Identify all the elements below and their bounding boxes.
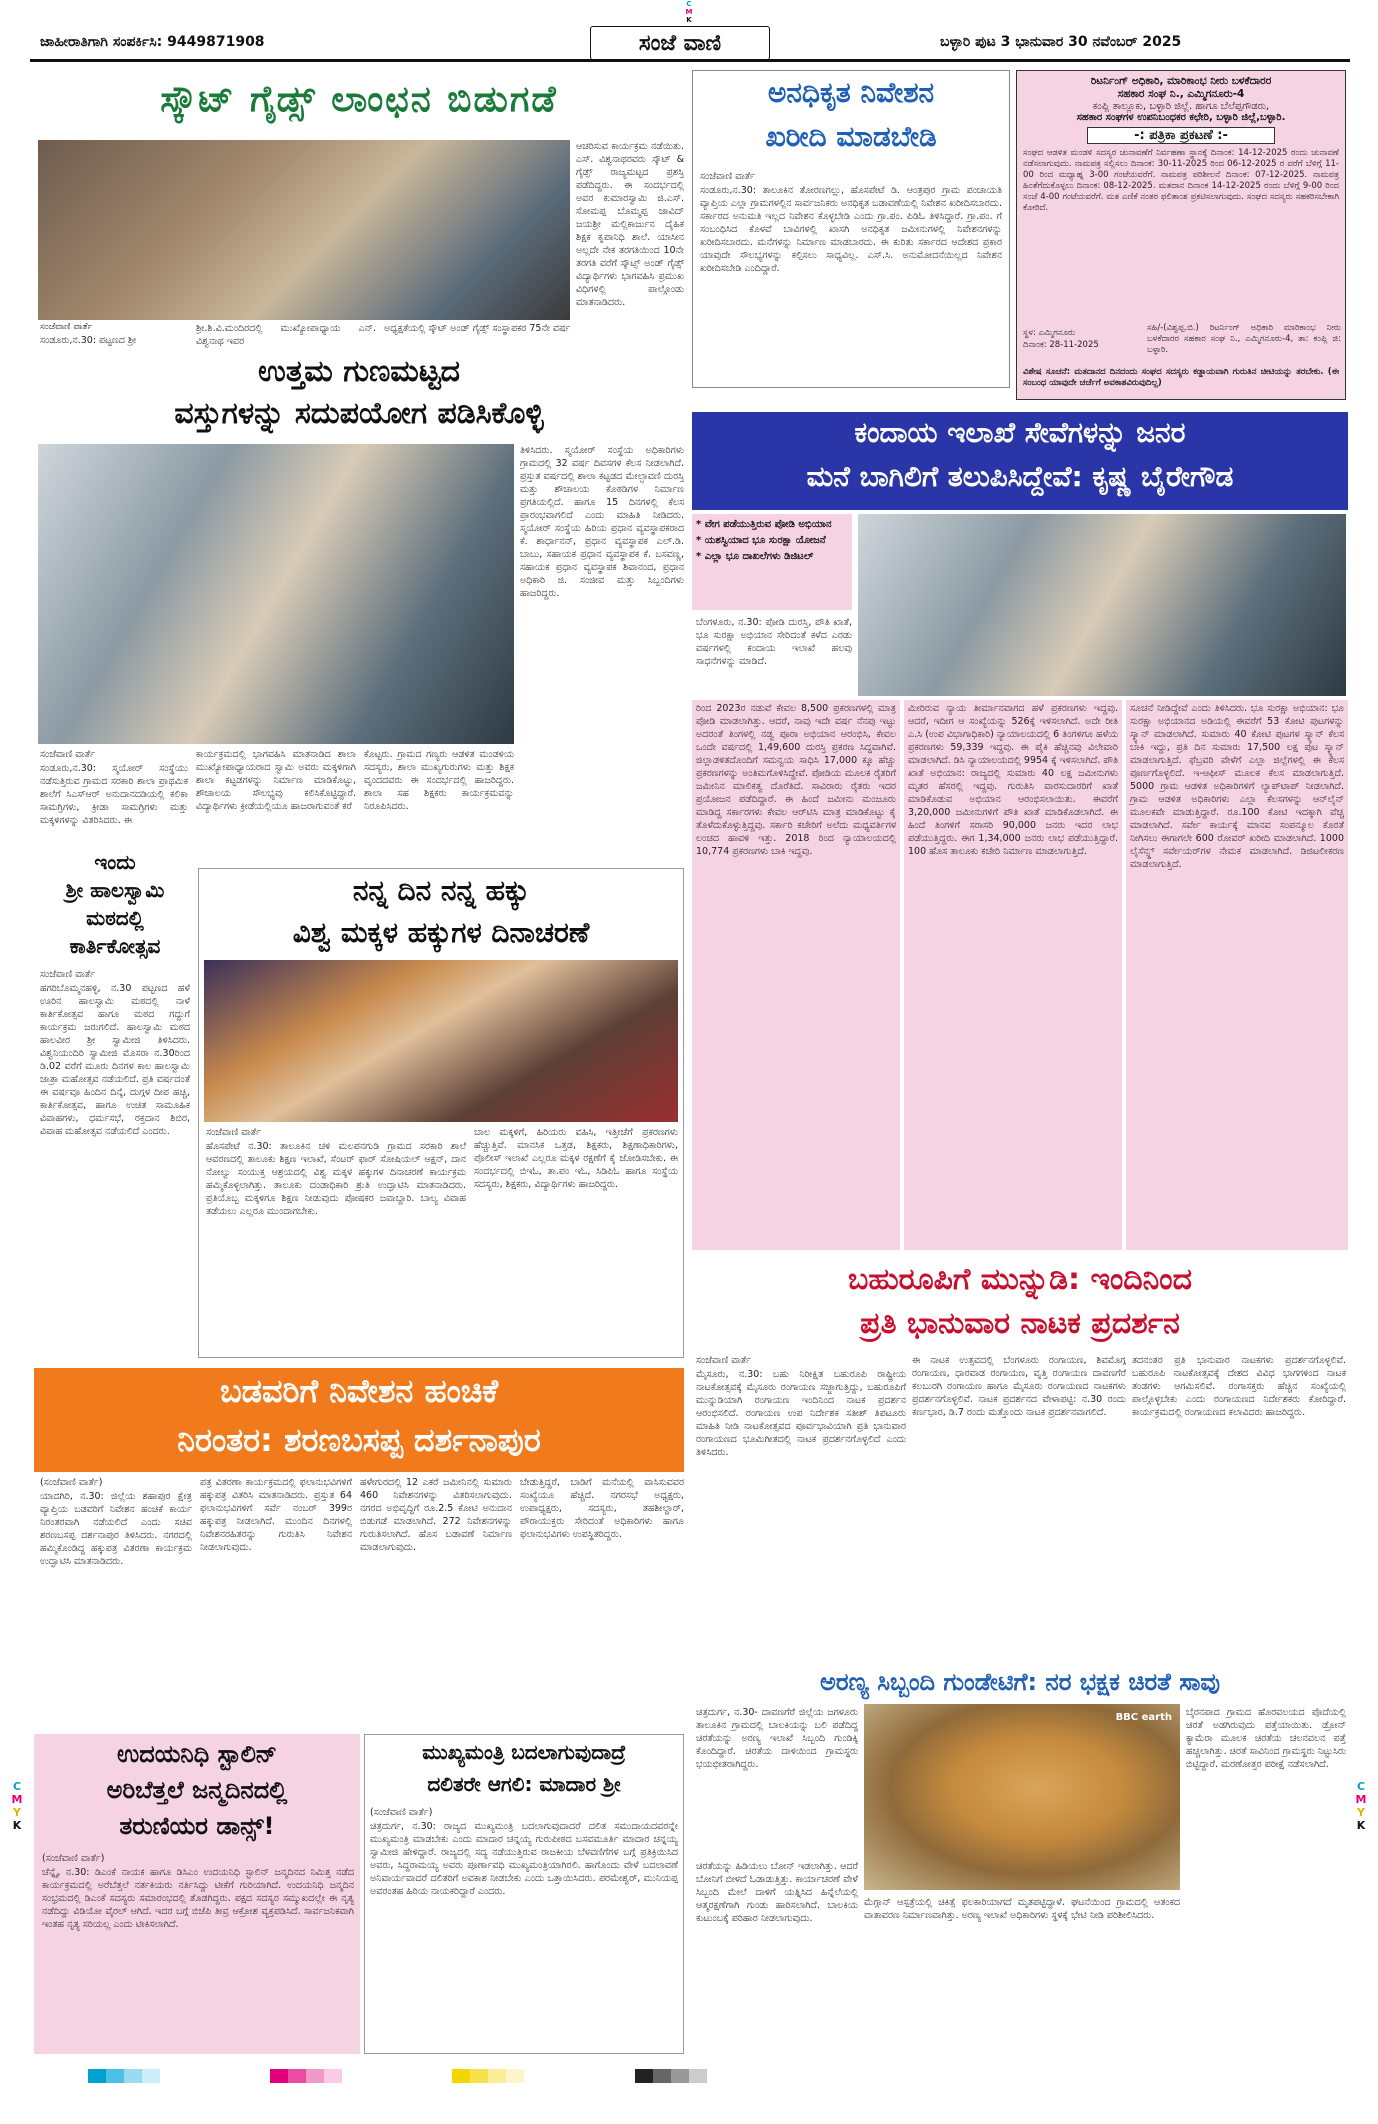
quality-photo xyxy=(38,444,514,744)
notice-signature: ಸಹಿ/-(ವಿಶ್ವಪ್ಪ.ಬಿ.) ರಿಟರ್ನಿಂಗ್ ಅಧಿಕಾರಿ ಮಾರಿಕಾಂಭ ನೀರು ಬಳಕೆದಾರರ ಸಹಕಾರ ಸಂಘ ನಿ., ಎಮ್ಮಿಗನೂರು-4, ತಾ: ಕಂಪ್ಲಿ ಜಿ: ಬಳ್ಳಾರಿ. xyxy=(1147,323,1341,355)
header-bar xyxy=(30,26,1350,62)
encroach-byline: ಸಂಜೆವಾಣಿ ವಾರ್ತೆ xyxy=(700,171,756,182)
quality-headline-1: ಉತ್ತಮ ಗುಣಮಟ್ಟದ xyxy=(258,354,460,389)
halaswamy-body: ಹಗರಿಬೊಮ್ಮನಹಳ್ಳಿ, ನ.30 ಪಟ್ಟಣದ ಹಳೆ ಊರಿನ ಹಾಲಸ್ವಾಮಿ ಮಠದಲ್ಲಿ ನಾಳೆ ಕಾರ್ತಿಕೋತ್ಸವ ಹಾಗೂ ಮಠದ ಗದ್ದುಗೆ ಕಾರ್ಯಕ್ರಮ ಜರುಗಲಿದೆ. ಹಾಲಸ್ವಾಮಿ ಮಠದ ಹಾಲವೀರ ಶ್ರೀ ಸ್ವಾಮೀಜಿ ತಿಳಿಸಿದರು. ವಿಶ್ವನಿಯಂದಿರಿ ಸ್ವಾಮೀಜಿ ಮೊಸರಾ ನ.30ರಿಂದ ಡಿ.02 ವರೆಗೆ ಮೂರು ದಿನಗಳ ಕಾಲ ಹಾಲಸ್ವಾಮಿ ಜಾತ್ರಾ ಮಹೋತ್ಸವ ನಡೆಯಲಿದೆ. ಪ್ರತಿ ವರ್ಷದಂತೆ ಈ ವರ್ಷವೂ ಹಿಂದಿನ ದಿನ್ಕೆ, ದುಗ್ಗಳ ದೀಪ ಹಚ್ಚಿ, ಕಾರ್ತಿಕೋತ್ಸವ, ಹಾಗೂ ಉಚಿತ ಸಾಮೂಹಿಕ ವಿವಾಹಗಳು, ಧರ್ಮಸಭೆ, ರಕ್ತದಾನ ಶಿಬಿರ, ವಿವಾಹ ಮಹೋತ್ಸವ ನಡೆಯಲಿದೆ ಎಂದರು. xyxy=(40,983,190,1137)
scout-byline: ಸಂಜೆವಾಣಿ ವಾರ್ತೆ xyxy=(40,322,93,332)
scout-photo xyxy=(38,140,570,320)
rights-headline-1: ನನ್ನ ದಿನ ನನ್ನ ಹಕ್ಕು xyxy=(352,874,530,907)
encroach-body: ಸಂಡೂರು,ನ.30: ತಾಲೂಕಿನ ತೋರಣಗಲ್ಲು, ಹೊಸಪೇಟೆ ಡಿ. ಆಂತ್ರಪುರ ಗ್ರಾಮ ಪಂಚಾಯತಿ ವ್ಯಾಪ್ತಿಯ ಎಲ್ಲಾ ಗ್ರಾಮಗಳಲ್ಲಿನ ಸಾರ್ವಜನಿಕರು ಅನಧಿಕೃತ ಬಡಾವಣೆಯಲ್ಲಿ ನಿವೇಶನ ಖರೀದಿಸಬಾರದು. ಸರ್ಕಾರದ ಅನುಮತಿ ಇಲ್ಲದ ನಿವೇಶನ ಕೊಳ್ಳಬೇಡಿ ಎಂದು ಗ್ರಾ.ಪಂ. ಪಿಡಿಓ ತಿಳಿಸಿದ್ದಾರೆ. ಗ್ರಾ.ಪಂ. ಗೆ ಸಂಬಂಧಿಸಿದ ಕೊಳವೆ ಬಾವಿಗಳಲ್ಲಿ ಖಾಸಗಿ ಅನಧಿಕೃತ ಜಮೀನುಗಳಲ್ಲಿ ನಿವೇಶನಗಳನ್ನು ಖರೀದಿಸಬಾರದು. ಮನೆಗಳನ್ನು ನಿರ್ಮಾಣ ಮಾಡಬಾರದು. ಈ ಕುರಿತು ಸರ್ಕಾರದ ಆದೇಶದ ಪ್ರಕಾರ ಯಾವುದೇ ಸೌಲಭ್ಯಗಳನ್ನು ಕಲ್ಪಿಸಲು ಸಾಧ್ಯವಿಲ್ಲ. ಎಸ್.ಸಿ. ಅನುಮೋದನೆಯಿಲ್ಲದ ನಿವೇಶನ ಖರೀದಿಸಬೇಡಿ ಎಂದಿದ್ದಾರೆ. xyxy=(700,185,1002,274)
housing-col-1: ಯಾದಗಿರಿ, ನ.30: ಜಿಲ್ಲೆಯ ಶಹಾಪುರ ಕ್ಷೇತ್ರ ವ್ಯಾಪ್ತಿಯ ಬಡವರಿಗೆ ನಿವೇಶನ ಹಂಚಿಕೆ ಕಾರ್ಯ ನಿರಂತರವಾಗಿ ನಡೆಯಲಿದೆ ಎಂದು ಸಚಿವ ಶರಣಬಸಪ್ಪ ದರ್ಶನಾಪುರ ತಿಳಿಸಿದರು. ನಗರದಲ್ಲಿ ಹಮ್ಮಿಕೊಂಡಿದ್ದ ಹಕ್ಕುಪತ್ರ ವಿತರಣಾ ಕಾರ್ಯಕ್ರಮ ಉದ್ಘಾಟಿಸಿ ಮಾತನಾಡಿದರು. xyxy=(40,1491,192,1567)
encroach-headline-1: ಅನಧಿಕೃತ ನಿವೇಶನ xyxy=(767,76,935,109)
halaswamy-headline-3: ಮಠದಲ್ಲಿ xyxy=(86,906,144,930)
revenue-bullet-1: * ವೇಗ ಪಡೆಯುತ್ತಿರುವ ಪೋಡಿ ಅಭಿಯಾನ xyxy=(696,519,832,530)
halaswamy-headline-2: ಶ್ರೀ ಹಾಲಸ್ವಾಮಿ xyxy=(65,878,165,902)
housing-col-4: ಬೇಡುತ್ತಿದ್ದರೆ, ಬಾಡಿಗೆ ಮನೆಯಲ್ಲಿ ವಾಸಿಸುವವರ ಸಂಖ್ಯೆಯೂ ಹೆಚ್ಚಿದೆ. ನಗರಸಭೆ ಅಧ್ಯಕ್ಷರು, ಉಪಾಧ್ಯಕ್ಷರು, ಸದಸ್ಯರು, ತಹಶೀಲ್ದಾರ್, ಪೌರಾಯುಕ್ತರು ಸೇರಿದಂತೆ ಅಧಿಕಾರಿಗಳು ಹಾಗೂ ಫಲಾನುಭವಿಗಳು ಉಪಸ್ಥಿತರಿದ್ದರು. xyxy=(520,1477,684,1540)
notice-org-1: ರಿಟರ್ನಿಂಗ್ ಅಧಿಕಾರಿ, ಮಾರಿಕಾಂಭ ನೀರು ಬಳಕೆದಾರರ xyxy=(1090,75,1272,87)
cheetah-photo xyxy=(864,1704,1180,1890)
notice-body: ಸಂಘದ ಆಡಳಿತ ಮಂಡಳಿ ಸದಸ್ಯರ ಚುನಾವಣೆಗೆ ನಿರ್ವಹಣಾ ಸ್ಥಾನಕ್ಕೆ ದಿನಾಂಕ: 14-12-2025 ರಂದು ಚುನಾವಣೆ ನಡೆಸಲಾಗುವುದು. ನಾಮಪತ್ರ ಸಲ್ಲಿಸಲು ದಿನಾಂಕ: 30-11-2025 ರಿಂದ 06-12-2025 ರ ವರೆಗೆ ಬೆಳಿಗ್ಗೆ 11-00 ರಿಂದ ಮಧ್ಯಾಹ್ನ 3-00 ಗಂಟೆಯವರೆಗೆ. ನಾಮಪತ್ರ ಪರಿಶೀಲನೆ ದಿನಾಂಕ: 07-12-2025. ನಾಮಪತ್ರ ಹಿಂತೆಗೆದುಕೊಳ್ಳಲು ದಿನಾಂಕ: 08-12-2025. ಮತದಾನ ದಿನಾಂಕ 14-12-2025 ರಂದು ಬೆಳಿಗ್ಗೆ 9-00 ರಿಂದ ಸಂಜೆ 4-00 ಗಂಟೆಯವರೆಗೆ. ಮತ ಎಣಿಕೆ ನಂತರ ಫಲಿತಾಂಶ ಪ್ರಕಟಿಸಲಾಗುವುದು. ಸಂಘದ ಸದಸ್ಯರು ಸಹಕರಿಸಬೇಕಾಗಿ ಕೋರಿದೆ. xyxy=(1023,148,1339,213)
scout-place: ಸಂಡೂರು,ನ.30: ಪಟ್ಟಣದ ಶ್ರೀ xyxy=(40,335,137,346)
bahuroopi-headline-2: ಪ್ರತಿ ಭಾನುವಾರ ನಾಟಕ ಪ್ರದರ್ಶನ xyxy=(860,1306,1180,1341)
quality-body-mid: ಕಾರ್ಯಕ್ರಮದಲ್ಲಿ ಭಾಗವಹಿಸಿ ಮಾತನಾಡಿದ ಶಾಲಾ ಮುಖ್ಯೋಪಾಧ್ಯಾಯರಾದ ಸ್ವಾಮಿ ಅವರು ಮಕ್ಕಳಿಗಾಗಿ ಶಾಲಾ ಕಟ್ಟಡಗಳನ್ನು ನಿರ್ಮಾಣ ಮಾಡಿಕೊಟ್ಟು, ಶೌಚಾಲಯ ಸೌಲಭ್ಯವು ಕಲಿಸಿಕೊಟ್ಟಿದ್ದಾರೆ. ವಿದ್ಯಾರ್ಥಿಗಳು ಕ್ರೀಡೆಯಲ್ಲಿಯೂ ಹಾಜರಾಗುವಂತೆ ಕರೆ xyxy=(196,749,356,812)
bahuroopi-col-1: ಮೈಸೂರು, ನ.30: ಬಹು ನಿರೀಕ್ಷಿತ ಬಹುರೂಪಿ ರಾಷ್ಟ್ರೀಯ ನಾಟಕೋತ್ಸವಕ್ಕೆ ಮೈಸೂರು ರಂಗಾಯಣ ಸಜ್ಜಾಗುತ್ತಿದ್ದು, ಬಹುರೂಪಿಗೆ ಮುನ್ನುಡಿಯಾಗಿ ರಂಗಾಯಣ ಇಂದಿನಿಂದ ನಾಟಕ ಪ್ರದರ್ಶನ ಆರಂಭಿಸಲಿದೆ. ರಂಗಾಯಣ ಉಪ ನಿರ್ದೇಶಕ ಸತೀಶ್ ತಿಪಟೂರು ಮಾಹಿತಿ ನೀಡಿ ನಾಟಕೋತ್ಸವದ ಪೂರ್ವಭಾವಿಯಾಗಿ ಪ್ರತಿ ಭಾನುವಾರ ರಂಗಾಯಣದ ಭೂಮಿಗೀತದಲ್ಲಿ ನಾಟಕ ಪ್ರದರ್ಶನಗೊಳ್ಳಲಿದೆ ಎಂದು ತಿಳಿಸಿದರು. xyxy=(696,1369,906,1458)
revenue-bullets xyxy=(692,514,852,610)
rights-headline-2: ವಿಶ್ವ ಮಕ್ಕಳ ಹಕ್ಕುಗಳ ದಿನಾಚರಣೆ xyxy=(292,916,590,949)
rights-byline: ಸಂಜೆವಾಣಿ ವಾರ್ತೆ xyxy=(206,1127,262,1138)
cheetah-intro: ಚಿತ್ರದುರ್ಗ, ನ.30- ದಾವಣಗೆರೆ ಜಿಲ್ಲೆಯ ಜಗಳೂರು ತಾಲೂಕಿನ ಗ್ರಾಮದಲ್ಲಿ ಬಾಲಕಿಯನ್ನು ಬಲಿ ಪಡೆದಿದ್ದ ಚಿರತೆಯನ್ನು ಅರಣ್ಯ ಇಲಾಖೆ ಸಿಬ್ಬಂದಿ ಗುಂಡಿಕ್ಕಿ ಕೊಂದಿದ್ದಾರೆ. ಚಿರತೆಯ ದಾಳಿಯಿಂದ ಗ್ರಾಮಸ್ಥರು ಭಯಭೀತರಾಗಿದ್ದರು. xyxy=(696,1707,858,1770)
date-line: ಬಳ್ಳಾರಿ ಪುಟ 3 ಭಾನುವಾರ 30 ನವೆಂಬರ್ 2025 xyxy=(940,34,1182,50)
revenue-headline-2: ಮನೆ ಬಾಗಿಲಿಗೆ ತಲುಪಿಸಿದ್ದೇವೆ: ಕೃಷ್ಣ ಬೈರೇಗೌಡ xyxy=(806,460,1234,493)
housing-headline-2: ನಿರಂತರ: ಶರಣಬಸಪ್ಪ ದರ್ಶನಾಪುರ xyxy=(177,1421,541,1459)
scout-col-c: ಆಚರಿಸುವ ಕಾರ್ಯಕ್ರಮ ನಡೆಯಿತು. ಎಸ್. ವಿಶ್ವನಾಥರವರು ಸ್ಕೌಟ್ & ಗೈಡ್ಸ್ ರಾಜ್ಯಮಟ್ಟದ ಪ್ರಶಸ್ತಿ ಪಡೆದಿದ್ದರು. ಈ ಸಂದರ್ಭದಲ್ಲಿ ಅವರ ಕುಮಾರಸ್ವಾಮಿ ಜಿ.ಎಸ್. ಸೋಮಪ್ಪ ಬೊಮ್ಮಪ್ಪ ಜಾವಿದ್ ಜಯಶ್ರೀ ಮಲ್ಲಿಕಾರ್ಜುನ ದೈಹಿಕ ಶಿಕ್ಷಕ ಕೃಪಾನಿಧಿ ಶಾಲೆ. ಯಾಸೀನ ಅಲ್ಲದೇ ನೇಕ ತರಗತಿಯಿಂದ 10ನೇ ತರಗತಿ ವರೆಗೆ ಸ್ಕೌಟ್ಸ್ ಅಂಡ್ ಗೈಡ್ಸ್ ವಿದ್ಯಾರ್ಥಿಗಳು ಭಾಗವಹಿಸಿ ಪ್ರಮುಖ ವಿಧಿಗಳಲ್ಲಿ ಪಾಲ್ಗೊಂಡು ಮಾತನಾಡಿದರು. xyxy=(576,141,684,308)
housing-byline: (ಸಂಜೆವಾಣಿ ವಾರ್ತೆ) xyxy=(40,1477,103,1488)
stalin-headline-3: ತರುಣಿಯರ ಡಾನ್ಸ್! xyxy=(119,1812,275,1840)
notice-org-4: ಸಹಕಾರ ಸಂಘಗಳ ಉಪನಿಬಂಧಕರ ಕಛೇರಿ, ಬಳ್ಳಾರಿ ಜಿಲ್ಲೆ,ಬಳ್ಳಾರಿ. xyxy=(1076,112,1286,123)
notice-footnote: ವಿಶೇಷ ಸೂಚನೆ: ಮತದಾನದ ದಿನದಂದು ಸಂಘದ ಸದಸ್ಯರು ಕಡ್ಡಾಯವಾಗಿ ಗುರುತಿನ ಚೀಟಿಯನ್ನು ತರಬೇಕು. (ಈ ಸಂಬಂಧ ಯಾವುದೇ ಚರ್ಚೆಗೆ ಅವಕಾಶವಿರುವುದಿಲ್ಲ) xyxy=(1023,367,1339,388)
quality-body-left: ಸಂಡೂರು,ನ.30: ಸ್ಮಯೋರ್ ಸಂಸ್ಥೆಯು ನಡೆಸುತ್ತಿರುವ ಗ್ರಾಮದ ಸರಕಾರಿ ಶಾಲಾ ಪ್ರಾಥಮಿಕ ಶಾಲೆಗೆ ಸಿಎಸ್‌ಆರ್ ಅನುದಾನದಡಿಯಲ್ಲಿ ಕಲಿಕಾ ಸಾಮಗ್ರಿಗಳು, ಕ್ರೀಡಾ ಸಾಮಗ್ರಿಗಳು ಮತ್ತು ಮಕ್ಕಳಿಗಳನ್ನು ವಿತರಿಸಿದರು. ಈ xyxy=(40,763,188,826)
revenue-col-2: ಮೀರಿರುವ ನ್ಯಾಯ ತೀರ್ಮಾನವಾಗದ ಹಳೆ ಪ್ರಕರಣಗಳು ಇದ್ದವು. ಆದರೆ, ಇದೀಗ ಆ ಸಂಖ್ಯೆಯನ್ನು 526ಕ್ಕೆ ಇಳಿಸಲಾಗಿದೆ. ಅದೇ ರೀತಿ ಎ.ಸಿ (ಉಪ ವಿಭಾಗಾಧಿಕಾರಿ) ನ್ಯಾಯಾಲಯದಲ್ಲಿ 6 ತಿಂಗಳಿಗೂ ಹಳೆಯ ಪ್ರಕರಣಗಳು 59,339 ಇದ್ದವು. ಈ ಪೈಕಿ ಹೆಚ್ಚಿನವು ವಿಲೇವಾರಿ ಮಾಡಲಾಗಿದೆ. ಡಿಸಿ ನ್ಯಾಯಾಲಯದಲ್ಲಿ 9954 ಕ್ಕೆ ಇಳಿಸಲಾಗಿದೆ. ಪೌತಿ ಖಾತೆ ಅಭಿಯಾನ: ರಾಜ್ಯದಲ್ಲಿ ಸುಮಾರು 40 ಲಕ್ಷ ಜಮೀನುಗಳು ಮೃತರ ಹೆಸರಲ್ಲಿ ಇದ್ದವು. ಗುರುತಿಸಿ ವಾರಸುದಾರರಿಗೆ ಖಾತೆ ಮಾಡಿಕೊಡುವ ಅಭಿಯಾನ ಆರಂಭಿಸಲಾಯಿತು. ಈವರೆಗೆ 3,20,000 ಜಮೀನುಗಳಿಗೆ ಪೌತಿ ಖಾತೆ ಮಾಡಿಕೊಡಲಾಗಿದೆ. ಈ ಹಿಂದೆ ತಿಂಗಳಿಗೆ ಸರಾಸರಿ 90,000 ಜನರು ಇದರ ಲಾಭ ಪಡೆಯುತ್ತಿದ್ದರು. ಈಗ 1,34,000 ಜನರು ಲಾಭ ಪಡೆಯುತ್ತಿದ್ದಾರೆ. 100 ಹೊಸ ತಾಲೂಕು ಕಚೇರಿ ನಿರ್ಮಾಣ ಮಾಡಲಾಗುತ್ತಿದೆ. xyxy=(904,700,1122,1250)
election-notice xyxy=(1016,70,1346,400)
housing-col-3: ಹಳೇಗುರದಲ್ಲಿ 12 ಎಕರೆ ಜಮೀನಿನಲ್ಲಿ ಸುಮಾರು 460 ನಿವೇಶನಗಳನ್ನು ವಿತರಿಸಲಾಗುವುದು. ನಗರದ ಅಭಿವೃದ್ಧಿಗೆ ರೂ.2.5 ಕೋಟಿ ಅನುದಾನ ಬಿಡುಗಡೆ ಮಾಡಲಾಗಿದೆ. 272 ನಿವೇಶನಗಳನ್ನು ಗುರುತಿಸಲಾಗಿದೆ. ಹೊಸ ಬಡಾವಣೆ ನಿರ್ಮಾಣ ಮಾಡಲಾಗುವುದು. xyxy=(360,1477,512,1553)
stalin-body: ಚೆನ್ನೈ, ನ.30: ಡಿಎಂಕೆ ನಾಯಕ ಹಾಗೂ ಡಿಸಿಎಂ ಉದಯನಿಧಿ ಸ್ಟಾಲಿನ್ ಜನ್ಮದಿನದ ನಿಮಿತ್ತ ನಡೆದ ಕಾರ್ಯಕ್ರಮದಲ್ಲಿ ಅರೆಬೆತ್ತಲೆ ನರ್ತಕಿಯರು ನರ್ತಿಸಿದ್ದು ಟೀಕೆಗೆ ಗುರಿಯಾಗಿದೆ. ಉದಯನಿಧಿ ಜನ್ಮದಿನ ಸಂಭ್ರಮದಲ್ಲಿ ಡಿಎಂಕೆ ಸದಸ್ಯರು ಸಮಾರಂಭದಲ್ಲಿ ತೊಡಗಿದ್ದರು. ಪಕ್ಷದ ಸದಸ್ಯರ ಸಮ್ಮುಖದಲ್ಲೇ ಈ ನೃತ್ಯ ನಡೆದಿದ್ದು ವಿಡಿಯೋ ವೈರಲ್ ಆಗಿದೆ. ಇದರ ಬಗ್ಗೆ ಬಿಜೆಪಿ ತೀವ್ರ ಆಕ್ರೋಶ ವ್ಯಕ್ತಪಡಿಸಿದೆ. ಸಾರ್ವಜನಿಕವಾಗಿ ಇಂತಹ ನೃತ್ಯ ಸರಿಯಲ್ಲ ಎಂದು ಟೀಕಿಸಲಾಗಿದೆ. xyxy=(42,1867,354,1930)
masthead-title: ಸಂಜೆ ವಾಣಿ xyxy=(638,30,722,56)
stalin-headline-2: ಅರಿಬೆತ್ತಲೆ ಜನ್ಮದಿನದಲ್ಲಿ xyxy=(106,1776,288,1804)
revenue-photo xyxy=(858,514,1346,696)
notice-title: -: ಪತ್ರಿಕಾ ಪ್ರಕಟಣೆ :- xyxy=(1087,127,1275,144)
quality-byline: ಸಂಜೆವಾಣಿ ವಾರ್ತೆ xyxy=(40,749,96,760)
scout-col-a: ಶ್ರೀ.ಶಿ.ವಿ.ಮಂದಿರದಲ್ಲಿ ಮುಖ್ಯೋಪಾಧ್ಯಾಯ ಎನ್. ವಿಶ್ವನಾಥ ಇವರ xyxy=(196,323,376,347)
cheetah-col-3: ಬೈರನಪಾದ ಗ್ರಾಮದ ಹೊರವಲಯದ ಪೊದೆಯಲ್ಲಿ ಚಿರತೆ ಅಡಗಿರುವುದು ಪತ್ತೆಯಾಯಿತು. ಡ್ರೋನ್ ಕ್ಯಾಮೆರಾ ಮೂಲಕ ಚಿರತೆಯ ಚಲನವಲನ ಪತ್ತೆ ಹಚ್ಚಲಾಗಿತ್ತು. ಚಿರತೆ ಸಾವಿನಿಂದ ಗ್ರಾಮಸ್ಥರು ನಿಟ್ಟುಸಿರು ಬಿಟ್ಟಿದ್ದಾರೆ. ಮರಣೋತ್ತರ ಪರೀಕ್ಷೆ ನಡೆಸಲಾಗಿದೆ. xyxy=(1186,1707,1346,1770)
notice-org-2: ಸಹಕಾರ ಸಂಘ ನಿ., ಎಮ್ಮಿಗನೂರು-4 xyxy=(1117,88,1245,100)
revenue-headline-1: ಕಂದಾಯ ಇಲಾಖೆ ಸೇವೆಗಳನ್ನು ಜನರ xyxy=(854,416,1186,449)
cm-headline-1: ಮುಖ್ಯಮಂತ್ರಿ ಬದಲಾಗುವುದಾದ್ರೆ xyxy=(422,1740,626,1764)
cheetah-headline: ಅರಣ್ಯ ಸಿಬ್ಬಂದಿ ಗುಂಡೇಟಿಗೆ: ನರ ಭಕ್ಷಕ ಚಿರತೆ ಸಾವು xyxy=(820,1668,1220,1696)
quality-body-mid2: ಕೊಟ್ಟರು. ಗ್ರಾಮದ ಗಣ್ಯರು ಆಡಳಿತ ಮಂಡಳಿಯ ಸದಸ್ಯರು, ಶಾಲಾ ಮುಖ್ಯಗುರುಗಳು ಮತ್ತು ಶಿಕ್ಷಕ ವೃಂದದವರು ಈ ಸಂದರ್ಭದಲ್ಲಿ ಹಾಜರಿದ್ದರು. ಶಾಲಾ ಸಹ ಶಿಕ್ಷಕರು ಕಾರ್ಯಕ್ರಮವನ್ನು ನಿರೂಪಿಸಿದರು. xyxy=(364,749,514,812)
cm-byline: (ಸಂಜೆವಾಣಿ ವಾರ್ತೆ) xyxy=(370,1807,433,1818)
cm-body: ಚಿತ್ರದುರ್ಗ, ನ.30: ರಾಜ್ಯದ ಮುಖ್ಯಮಂತ್ರಿ ಬದಲಾಗುವುದಾದರೆ ದಲಿತ ಸಮುದಾಯದವರನ್ನೇ ಮುಖ್ಯಮಂತ್ರಿ ಮಾಡಬೇಕು ಎಂದು ಮಾದಾರ ಚನ್ನಯ್ಯ ಗುರುಪೀಠದ ಬಸವಮೂರ್ತಿ ಮಾದಾರ ಚನ್ನಯ್ಯ ಸ್ವಾಮೀಜಿ ಹೇಳಿದ್ದಾರೆ. ರಾಜ್ಯದಲ್ಲಿ ಸದ್ಯ ನಡೆಯುತ್ತಿರುವ ರಾಜಕೀಯ ಬೆಳವಣಿಗೆಗಳ ಬಗ್ಗೆ ಪ್ರತಿಕ್ರಿಯಿಸಿದ ಅವರು, ಸಿದ್ದರಾಮಯ್ಯ ಅವರು ಪೂರ್ಣಾವಧಿ ಮುಖ್ಯಮಂತ್ರಿಯಾಗಿರಲಿ. ಹಾಗೊಂದು ವೇಳೆ ಬದಲಾವಣೆ ಅನಿವಾರ್ಯವಾದರೆ ದಲಿತರಿಗೆ ಅವಕಾಶ ನೀಡಬೇಕು ಎಂದು ಒತ್ತಾಯಿಸಿದರು. ಪರಮೇಶ್ವರ್, ಮುನಿಯಪ್ಪ ಅವರಂತಹ ಹಿರಿಯ ನಾಯಕರಿದ್ದಾರೆ ಎಂದರು. xyxy=(370,1821,678,1897)
revenue-bullet-3: * ಎಲ್ಲಾ ಭೂ ದಾಖಲೆಗಳು ಡಿಜಿಟಲ್ xyxy=(696,551,814,562)
ad-contact: ಜಾಹೀರಾತಿಗಾಗಿ ಸಂಪರ್ಕಿಸಿ: 9449871908 xyxy=(40,34,265,50)
revenue-bullet-2: * ಯಶಸ್ವಿಯಾದ ಭೂ ಸುರಕ್ಷಾ ಯೋಜನೆ xyxy=(696,535,826,546)
halaswamy-headline-4: ಕಾರ್ತಿಕೋತ್ಸವ xyxy=(69,934,161,958)
halaswamy-byline: ಸಂಜೆವಾಣಿ ವಾರ್ತೆ xyxy=(40,969,96,980)
cheetah-col-2: ಮೆಗ್ಗಾನ್ ಆಸ್ಪತ್ರೆಯಲ್ಲಿ ಚಿಕಿತ್ಸೆ ಫಲಕಾರಿಯಾಗದೆ ಮೃತಪಟ್ಟಿದ್ದಾಳೆ. ಘಟನೆಯಿಂದ ಗ್ರಾಮದಲ್ಲಿ ಆತಂಕದ ವಾತಾವರಣ ನಿರ್ಮಾಣವಾಗಿತ್ತು. ಅರಣ್ಯ ಇಲಾಖೆ ಅಧಿಕಾರಿಗಳು ಸ್ಥಳಕ್ಕೆ ಭೇಟಿ ನೀಡಿ ಪರಿಶೀಲಿಸಿದರು. xyxy=(864,1897,1180,1921)
notice-sign-place: ಸ್ಥಳ: ಎಮ್ಮಿಗನೂರು xyxy=(1023,328,1076,338)
quality-headline-2: ವಸ್ತುಗಳನ್ನು ಸದುಪಯೋಗ ಪಡಿಸಿಕೊಳ್ಳಿ xyxy=(174,396,544,431)
cheetah-watermark: BBC earth xyxy=(1115,1712,1172,1723)
revenue-banner xyxy=(692,412,1348,510)
encroach-headline-2: ಖರೀದಿ ಮಾಡಬೇಡಿ xyxy=(765,120,937,153)
notice-org-3: ಕಂಪ್ಲಿ ತಾಲ್ಲೂಕು, ಬಳ್ಳಾರಿ ಜಿಲ್ಲೆ. ಹಾಗೂ ಬೆಲೆಪ್ಪಗೌಡರು, xyxy=(1092,101,1270,112)
bahuroopi-col-2: ಈ ನಾಟಕ ಉತ್ಸವದಲ್ಲಿ ಬೆಂಗಳೂರು ರಂಗಾಯಣ, ಶಿವಮೊಗ್ಗ ರಂಗಾಯಣ, ಧಾರವಾಡ ರಂಗಾಯಣ, ವೃತ್ತಿ ರಂಗಾಯಣ ದಾವಣಗೆರೆ ಕಲಬುರಗಿ ರಂಗಾಯಣ ಹಾಗೂ ಮೈಸೂರು ರಂಗಾಯಣದ ನಾಟಕಗಳು ಪ್ರದರ್ಶನಗೊಳ್ಳಲಿವೆ. ನಾಟಕ ಪ್ರದರ್ಶನದ ವೇಳಾಪಟ್ಟಿ: ನ.30 ರಂದು ಕರ್ಣಭಾರ, ಡಿ.7 ರಂದು ಮತ್ತೊಂದು ನಾಟಕ ಪ್ರದರ್ಶನವಾಗಲಿದೆ. xyxy=(912,1355,1126,1418)
bahuroopi-headline-1: ಬಹುರೂಪಿಗೆ ಮುನ್ನುಡಿ: ಇಂದಿನಿಂದ xyxy=(848,1262,1192,1297)
masthead xyxy=(590,26,770,60)
stalin-byline: (ಸಂಜೆವಾಣಿ ವಾರ್ತೆ) xyxy=(42,1853,105,1864)
stalin-headline-1: ಉದಯನಿಧಿ ಸ್ಟಾಲಿನ್ xyxy=(117,1740,277,1768)
scout-headline: ಸ್ಕೌಟ್ ಗೈಡ್ಸ್ ಲಾಂಛನ ಬಿಡುಗಡೆ xyxy=(160,79,558,120)
notice-sign-date: ದಿನಾಂಕ: 28-11-2025 xyxy=(1023,340,1099,350)
bahuroopi-col-3: ತದನಂತರ ಪ್ರತಿ ಭಾನುವಾರ ನಾಟಕಗಳು ಪ್ರದರ್ಶನಗೊಳ್ಳಲಿವೆ. ಬಹುರೂಪಿ ನಾಟಕೋತ್ಸವಕ್ಕೆ ದೇಶದ ವಿವಿಧ ಭಾಗಗಳಿಂದ ನಾಟಕ ತಂಡಗಳು ಆಗಮಿಸಲಿವೆ. ರಂಗಾಸಕ್ತರು ಹೆಚ್ಚಿನ ಸಂಖ್ಯೆಯಲ್ಲಿ ಪಾಲ್ಗೊಳ್ಳಬೇಕು ಎಂದು ರಂಗಾಯಣದ ನಿರ್ದೇಶಕರು ಕೋರಿದ್ದಾರೆ. ಕಾರ್ಯಕ್ರಮದಲ್ಲಿ ರಂಗಾಯಣದ ಕಲಾವಿದರು ಹಾಜರಿದ್ದರು. xyxy=(1132,1355,1346,1418)
housing-col-2: ಪತ್ರ ವಿತರಣಾ ಕಾರ್ಯಕ್ರಮದಲ್ಲಿ ಫಲಾನುಭವಿಗಳಿಗೆ ಹಕ್ಕುಪತ್ರ ವಿತರಿಸಿ ಮಾತನಾಡಿದರು. ಪ್ರಸ್ತುತ 64 ಫಲಾನುಭವಿಗಳಿಗೆ ಸರ್ವೆ ನಂಬರ್ 399ರ ಹಕ್ಕುಪತ್ರ ನೀಡಲಾಗಿದೆ. ಮುಂದಿನ ದಿನಗಳಲ್ಲಿ ನಿವೇಶನರಹಿತರನ್ನು ಗುರುತಿಸಿ ನಿವೇಶನ ನೀಡಲಾಗುವುದು. xyxy=(200,1477,352,1553)
rights-photo xyxy=(204,960,678,1122)
quality-body-right: ತಿಳಿಸಿದರು. ಸ್ಮಯೋರ್ ಸಂಸ್ಥೆಯ ಅಧಿಕಾರಿಗಳು ಗ್ರಾಮದಲ್ಲಿ 32 ವರ್ಷ ದಿವಸಗಳ ಕೆಲಸ ನೀಡಲಾಗಿದೆ. ಪ್ರಸ್ತುತ ವರ್ಷದಲ್ಲಿ ಶಾಲಾ ಕಟ್ಟಡದ ಮೇಲ್ಛಾವಣಿ ದುರಸ್ತಿ ಮತ್ತು ಶೌಚಾಲಯ ಕೊಠಡಿಗಳ ನಿರ್ಮಾಣ ಪ್ರಗತಿಯಲ್ಲಿದೆ. ಹಾಗೂ 15 ದಿನಗಳಲ್ಲಿ ಕೆಲಸ ಪ್ರಾರಂಭವಾಗಲಿದೆ ಎಂದು ಮಾಹಿತಿ ನೀಡಿದರು. ಸ್ಮಯೋರ್ ಸಂಸ್ಥೆಯ ಹಿರಿಯ ಪ್ರಧಾನ ವ್ಯವಸ್ಥಾಪಕರಾದ ಕೆ. ಶಾರ್ಧಾನನ್, ಪ್ರಧಾನ ವ್ಯವಸ್ಥಾಪಕ ಎಲ್.ಡಿ. ಬಾಬು, ಸಹಾಯಕ ಪ್ರಧಾನ ವ್ಯವಸ್ಥಾಪಕ ಕೆ. ಬಸವಣ್ಣ, ಸಹಾಯಕ ಪ್ರಧಾನ ವ್ಯವಸ್ಥಾಪಕ ಶಿವಾನಂದ, ಪ್ರಧಾನ ಅಧಿಕಾರಿ ಜಿ. ಸಂಜೀವ ಮತ್ತು ಸಿಬ್ಬಂದಿಗಳು ಹಾಜರಿದ್ದರು. xyxy=(520,445,684,599)
revenue-col-1: ರಿಂದ 2023ರ ನಡುವೆ ಕೇವಲ 8,500 ಪ್ರಕರಣಗಳಲ್ಲಿ ಮಾತ್ರ ಪೋಡಿ ಮಾಡಲಾಗಿತ್ತು. ಆದರೆ, ನಾವು ಇದೇ ವರ್ಷ ನೆನಪು ಇಟ್ಟು ಅದರಂತೆ ತಿಂಗಳಲ್ಲಿ ನಡ್ವ ಪೂರಾ ಅಭಿಯಾನ ಆರಂಭಿಸಿ, ಕೇವಲ ಒಂದೇ ವರ್ಷದಲ್ಲಿ 1,49,600 ದುರಸ್ತಿ ಪ್ರಕರಣ ಸಿದ್ಧವಾಗಿವೆ. ಜಿಲ್ಲಾಡಳಿತದೊಂದಿಗೆ ಸಮನ್ವಯ ಸಾಧಿಸಿ 17,000 ಕ್ಕೂ ಹೆಚ್ಚು ಪ್ರಕರಣಗಳನ್ನು ಅಂತಿಮಗೊಳಿಸಿದ್ದೇವೆ. ಪೋಡಿಯ ಮೂಲಕ ರೈತರಿಗೆ ಜಮೀನಿನ ಮಾಲಿಕತ್ವ ದೊರೆತಿದೆ. ಸಾವಿರಾರು ರೈತರು ಇದರ ಪ್ರಯೋಜನ ಪಡೆದಿದ್ದಾರೆ. ಈ ಹಿಂದೆ ಜಮೀನು ಮಂಜೂರು ಮಾಡಿದ್ದ ಸರ್ಕಾರಗಳು ಕೇವಲ ಆರ್‌ಟಿಸಿ ಮಾತ್ರ ಮಾಡಿಕೊಟ್ಟು ಕೈ ತೊಳೆದುಕೊಳ್ಳುತ್ತಿದ್ದವು. ಸರ್ಕಾರಿ ಕಚೇರಿಗೆ ಅಲೆದು ಮಧ್ಯವರ್ತಿಗಳ ಲಂಚದ ಹಾವಳಿ ಇತ್ತು. 2018 ರಿಂದ ನ್ಯಾಯಾಲಯದಲ್ಲಿ 10,774 ಪ್ರಕರಣಗಳು ಬಾಕಿ ಇದ್ದವು. xyxy=(692,700,900,1250)
housing-headline-1: ಬಡವರಿಗೆ ನಿವೇಶನ ಹಂಚಿಕೆ xyxy=(219,1372,499,1410)
color-registration-bar xyxy=(88,2068,1288,2084)
cmyk-left-mark: C M Y K xyxy=(11,1780,23,1832)
halaswamy-headline-1: ಇಂದು xyxy=(94,850,136,874)
revenue-col-3: ಸೂಚನೆ ನೀಡಿದ್ದೇವೆ ಎಂದು ತಿಳಿಸಿದರು. ಭೂ ಸುರಕ್ಷಾ ಅಭಿಯಾನ: ಭೂ ಸುರಕ್ಷಾ ಅಭಿಯಾನದ ಅಡಿಯಲ್ಲಿ ಈವರೆಗೆ 53 ಕೋಟಿ ಪುಟಗಳನ್ನು ಸ್ಕ್ಯಾನ್ ಮಾಡಲಾಗಿದೆ. ಸುಮಾರು 40 ಕೋಟಿ ಪುಟಗಳ ಸ್ಕ್ಯಾನ್ ಕೆಲಸ ಬಾಕಿ ಇದ್ದು, ಪ್ರತಿ ದಿನ ಸುಮಾರು 17,500 ಲಕ್ಷ ಪುಟ ಸ್ಕ್ಯಾನ್ ಮಾಡಲಾಗುತ್ತಿದೆ. ಫೆಬ್ರವರಿ ವೇಳೆಗೆ ಎಲ್ಲಾ ಜಿಲ್ಲೆಗಳಲ್ಲಿ ಈ ಕೆಲಸ ಪೂರ್ಣಗೊಳ್ಳಲಿದೆ. ಇ-ಆಫೀಸ್ ಮೂಲಕ ಕೆಲಸ ಮಾಡಲಾಗುತ್ತಿದೆ. 5000 ಗ್ರಾಮ ಆಡಳಿತ ಅಧಿಕಾರಿಗಳಿಗೆ ಲ್ಯಾಪ್‌ಟಾಪ್ ನೀಡಲಾಗಿದೆ. ಗ್ರಾಮ ಆಡಳಿತ ಅಧಿಕಾರಿಗಳು ಎಲ್ಲಾ ಕೆಲಸಗಳನ್ನು ಆನ್‌ಲೈನ್ ಮೂಲಕವೇ ಮಾಡುತ್ತಿದ್ದಾರೆ. ರೂ.100 ಕೋಟಿ ಇದಕ್ಕಾಗಿ ವೆಚ್ಚ ಮಾಡಲಾಗಿದೆ. ಸರ್ವೇ ಕಾರ್ಯಕ್ಕೆ ಮಾನವ ಸಂಪನ್ಮೂಲ ಕೊರತೆ ನೀಗಿಸಲು ಈಗಾಗಲೇ 600 ರೋವರ್ ಖರೀದಿ ಮಾಡಲಾಗಿದೆ. 1000 ಲೈಸೆನ್ಸ್ಡ್ ಸರ್ವೇಯರ್‌ಗಳ ನೇಮಕ ಮಾಡಲಾಗಿದೆ. ಡಿಜಿಟಲೀಕರಣ ಮಾಡಲಾಗುತ್ತಿದೆ. xyxy=(1126,700,1348,1250)
bahuroopi-byline: ಸಂಜೆವಾಣಿ ವಾರ್ತೆ xyxy=(696,1355,752,1366)
cmyk-right-mark: C M Y K xyxy=(1355,1780,1367,1832)
revenue-intro: ಬೆಂಗಳೂರು, ನ.30: ಪೋಡಿ ದುರಸ್ತಿ, ಪೌತಿ ಖಾತೆ, ಭೂ ಸುರಕ್ಷಾ ಅಭಿಯಾನ ಸೇರಿದಂತೆ ಕಳೆದ ಎರಡು ವರ್ಷಗಳಲ್ಲಿ ಕಂದಾಯ ಇಲಾಖೆ ಹಲವು ಸಾಧನೆಗಳನ್ನು ಮಾಡಿದೆ. xyxy=(696,617,852,667)
rights-col-2: ಬಾಲ ಮಕ್ಕಳಿಗೆ, ಹಿರಿಯರು ವಹಿಸಿ, ಇತ್ತೀಚೆಗೆ ಪ್ರಕರಣಗಳು ಹೆಚ್ಚುತ್ತಿವೆ. ಮಾನಸಿಕ ಒತ್ತಡ, ಶಿಕ್ಷಕರು, ಶಿಕ್ಷಣಾಧಿಕಾರಿಗಳು, ಪೊಲೀಸ್ ಇಲಾಖೆ ಎಲ್ಲರೂ ಮಕ್ಕಳ ರಕ್ಷಣೆಗೆ ಕೈ ಜೋಡಿಸಬೇಕು. ಈ ಸಂದರ್ಭದಲ್ಲಿ ಬಿಇಓ, ತಾ.ಪಂ ಇಓ, ಸಿಡಿಪಿಓ ಹಾಗೂ ಸಂಸ್ಥೆಯ ಸದಸ್ಯರು, ಶಿಕ್ಷಕರು, ವಿದ್ಯಾರ್ಥಿಗಳು ಹಾಜರಿದ್ದರು. xyxy=(474,1127,678,1190)
housing-banner xyxy=(34,1368,684,1472)
cheetah-col-1: ಚಿರತೆಯನ್ನು ಹಿಡಿಯಲು ಬೋನ್ ಇಡಲಾಗಿತ್ತು. ಆದರೆ ಬೋನಿಗೆ ಬೀಳದೆ ಓಡಾಡುತ್ತಿತ್ತು. ಕಾರ್ಯಾಚರಣೆ ವೇಳೆ ಸಿಬ್ಬಂದಿ ಮೇಲೆ ದಾಳಿಗೆ ಯತ್ನಿಸಿದ ಹಿನ್ನೆಲೆಯಲ್ಲಿ ಆತ್ಮರಕ್ಷಣೆಗಾಗಿ ಗುಂಡು ಹಾರಿಸಲಾಗಿದೆ. ಬಾಲಕಿಯ ಕುಟುಂಬಕ್ಕೆ ಪರಿಹಾರ ನೀಡಲಾಗುವುದು. xyxy=(696,1861,858,1924)
cmyk-top-mark: C M K xyxy=(685,0,693,24)
rights-col-1: ಹೊಸಪೇಟೆ ನ.30: ತಾಲೂಕಿನ ಚಳಿ ಮಲಪನಗುಡಿ ಗ್ರಾಮದ ಸರಕಾರಿ ಶಾಲೆ ಆವರಣದಲ್ಲಿ ತಾಲೂಕು ಶಿಕ್ಷಣ ಇಲಾಖೆ, ಸೆಂಟರ್ ಫಾರ್ ಸೋಷಿಯಲ್ ಆಕ್ಷನ್, ದಾನ ನೋಲ್ವು ಸಂಯುಕ್ತ ಆಶ್ರಯದಲ್ಲಿ ವಿಶ್ವ ಮಕ್ಕಳ ಹಕ್ಕುಗಳ ದಿನಾಚರಣೆ ಕಾರ್ಯಕ್ರಮ ಹಮ್ಮಿಕೊಳ್ಳಲಾಗಿತ್ತು. ತಾಲೂಕು ದಂಡಾಧಿಕಾರಿ ಶ್ರುತಿ ಉದ್ಘಾಟಿಸಿ ಮಾತನಾಡಿದರು. ಪ್ರತಿಯೊಬ್ಬ ಮಕ್ಕಳಿಗೂ ಶಿಕ್ಷಣ ನೀಡುವುದು ಪೋಷಕರ ಜವಾಬ್ದಾರಿ. ಬಾಲ್ಯ ವಿವಾಹ ತಡೆಯಲು ಎಲ್ಲರೂ ಮುಂದಾಗಬೇಕು. xyxy=(206,1141,466,1217)
scout-col-b: ಅಧ್ಯಕ್ಷತೆಯಲ್ಲಿ ಸ್ಕೌಟ್ ಅಂಡ್ ಗೈಡ್ಸ್ ಸಂಸ್ಥಾಪಕರ 75ನೇ ವರ್ಷ xyxy=(384,323,571,334)
cm-headline-2: ದಲಿತರೇ ಆಗಲಿ: ಮಾದಾರ ಶ್ರೀ xyxy=(427,1772,621,1796)
